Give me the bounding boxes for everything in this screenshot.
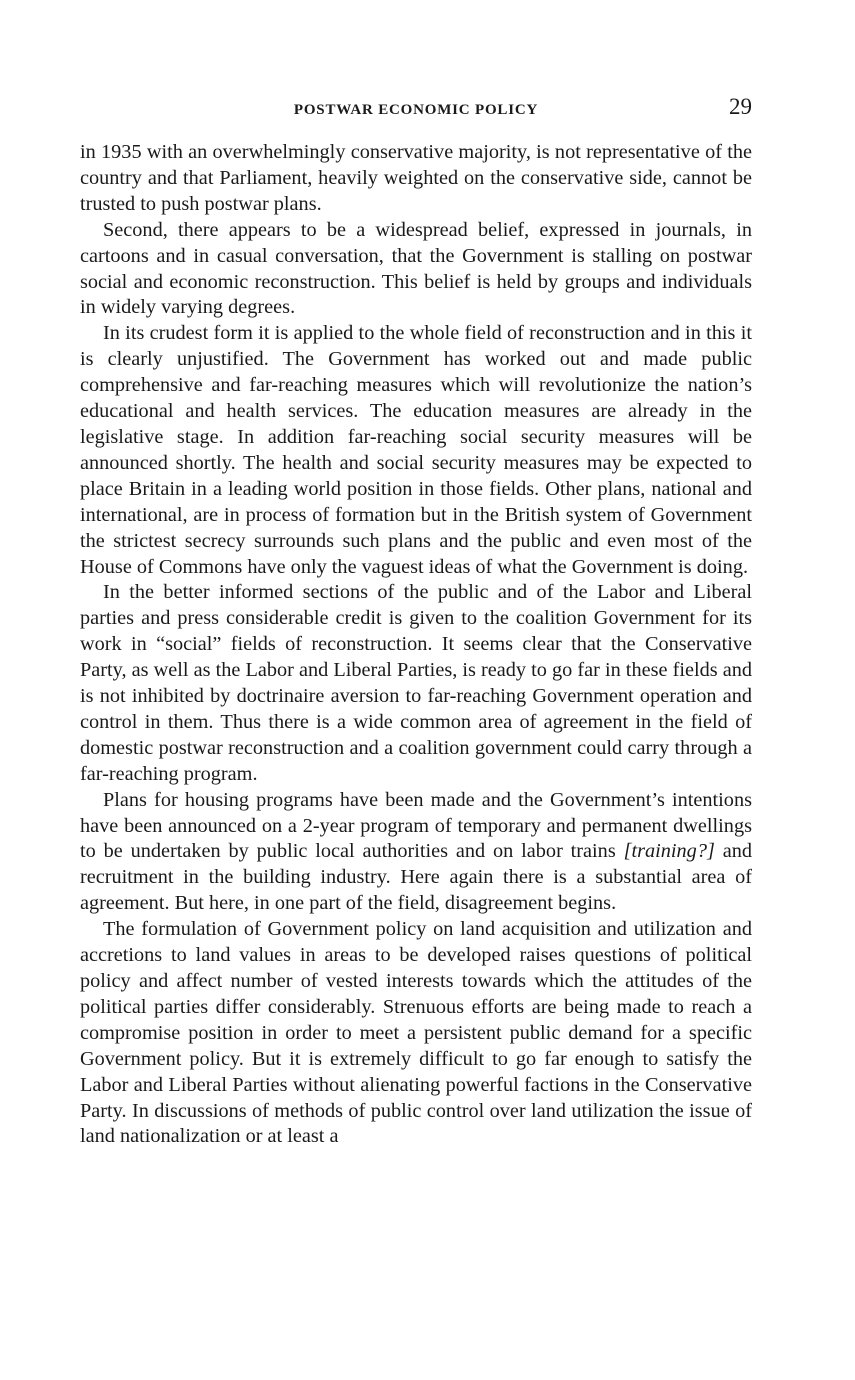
running-title: POSTWAR ECONOMIC POLICY xyxy=(293,102,539,118)
editorial-note: [training?] xyxy=(623,840,715,863)
page-number: 29 xyxy=(729,94,752,119)
housing-text-after: and recruitment in the building industry. Here again there is a substantial area of agreement. But here, in one part of the field, disagreement begins. xyxy=(80,840,752,915)
paragraph-crudest-form: In its crudest form it is applied to the whole field of reconstruction and in this it is clearly unjustified. The Government has worked out and made public comprehensive and far-reaching measures which will revolutionize the nation’s educational and health services. The education measures are already in the legislative stage. In addition far-reaching social security measures will be announced shortly. The health and social security measures may be expected to place Britain in a leading world position in those fields. Other plans, national and international, are in process of formation but in the British system of Government the strictest secrecy surrounds such plans and the public and even most of the House of Commons have only the vaguest ideas of what the Government is doing. xyxy=(80,322,752,578)
paragraph-widespread-belief: Second, there appears to be a widespread belief, expressed in journals, in cartoons and in casual conversation, that the Government is stalling on postwar social and economic reconstruction. This belief is held by groups and individuals in widely varying degrees. xyxy=(80,218,752,319)
body-text xyxy=(80,140,752,1150)
paragraph-informed-sections: In the better informed sections of the public and of the Labor and Liberal parties and press considerable credit is given to the coalition Government for its work in “social” fields of reconstruction. It seems clear that the Conservative Party, as well as the Labor and Liberal Parties, is ready to go far in these fields and is not inhibited by doctrinaire aversion to far-reaching Government operation and control in them. Thus there is a wide common area of agreement in the field of domestic postwar reconstruction and a coalition government could carry through a far-reaching program. xyxy=(80,581,752,785)
document-page xyxy=(80,94,752,1150)
paragraph-land-policy: The formulation of Government policy on land acquisition and utilization and accretions to land values in areas to be developed raises questions of political policy and affect number of vested interests towards which the attitudes of the political parties differ considerably. Strenuous efforts are being made to reach a compromise position in order to meet a persistent public demand for a specific Government policy. But it is extremely difficult to go far enough to satisfy the Labor and Liberal Parties without alienating powerful factions in the Conservative Party. In discussions of methods of public control over land utilization the issue of land nationalization or at least a xyxy=(80,918,752,1148)
paragraph-housing-programs xyxy=(80,788,752,918)
paragraph-continuation: in 1935 with an overwhelmingly conservative majority, is not representative of the country and that Parliament, heavily weighted on the conservative side, cannot be trusted to push postwar plans. xyxy=(80,141,752,215)
running-head xyxy=(80,94,752,124)
housing-text-before: Plans for housing programs have been made and the Government’s intentions have been announced on a 2-year program of temporary and permanent dwellings to be undertaken by public local authorities and on labor trains xyxy=(80,788,752,863)
